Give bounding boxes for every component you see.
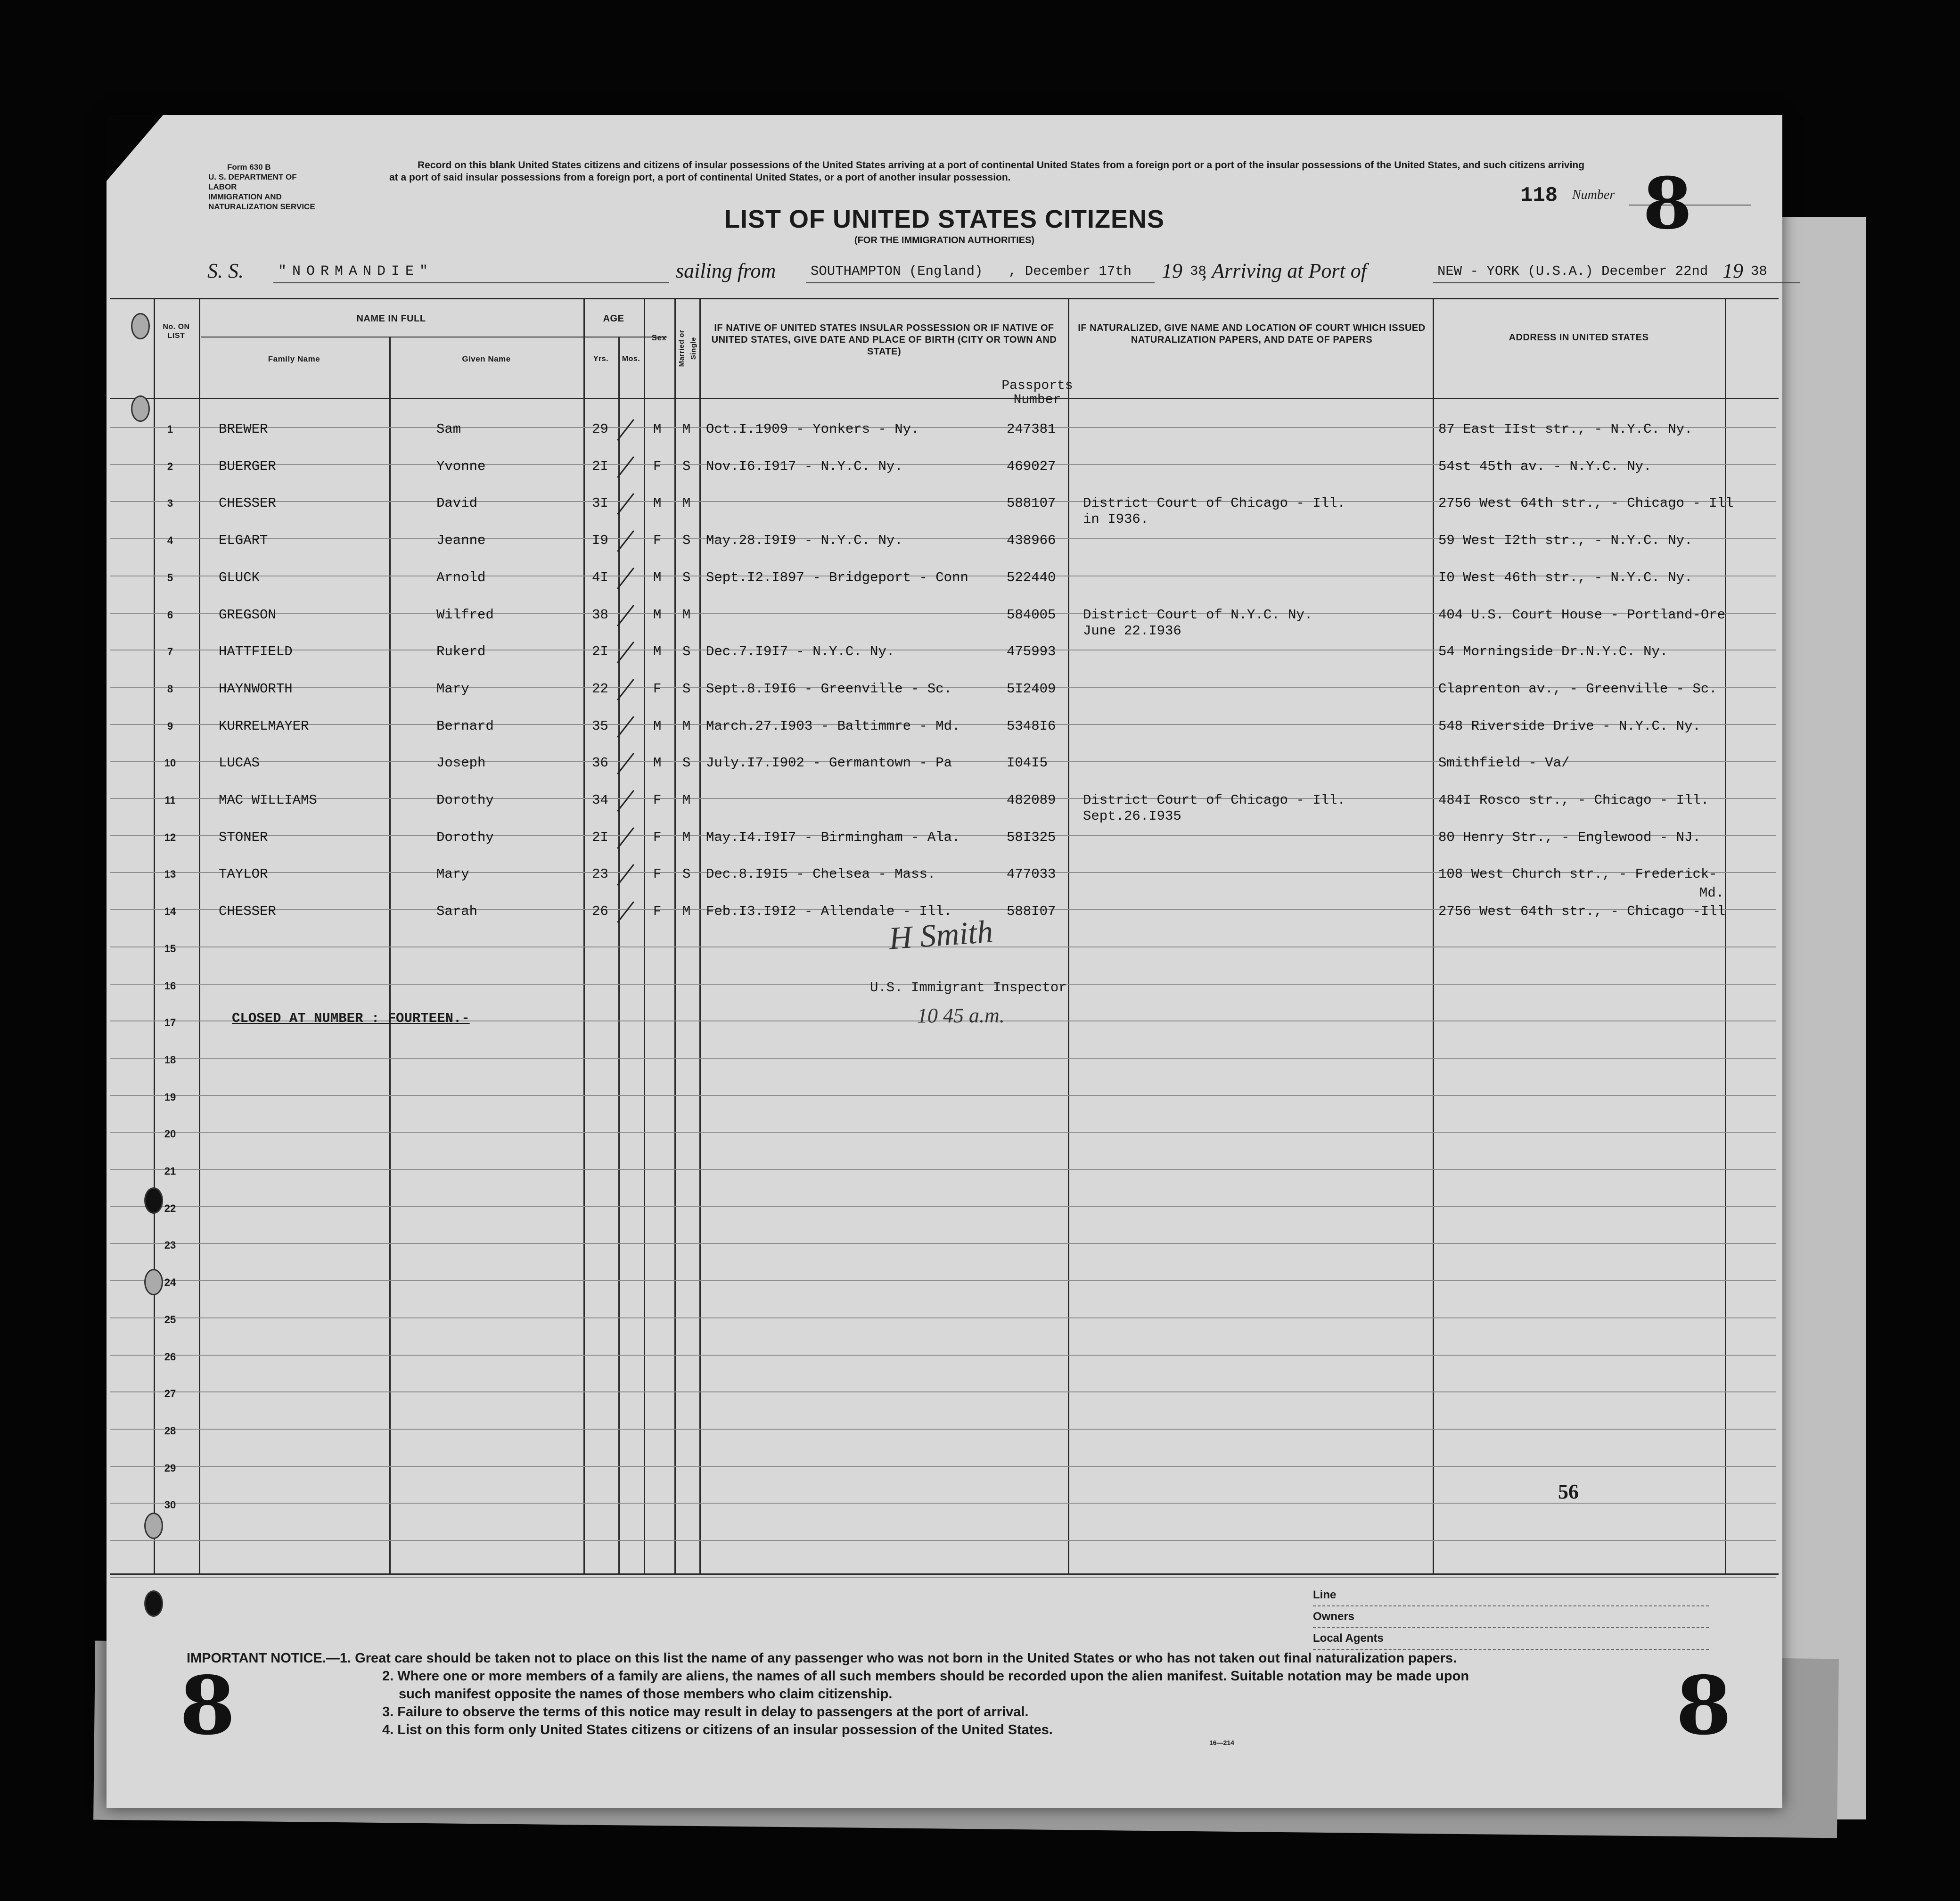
cell-age: 34 [592,792,608,808]
table-bottom-border [110,1573,1779,1575]
header-married-or-single: Married or Single [678,329,697,367]
cell-no: 4 [167,535,173,547]
notice-heading: IMPORTANT NOTICE. [187,1651,326,1666]
cell-family: TAYLOR [219,866,268,882]
cell-ms: S [682,458,691,474]
cell-given: Sam [436,421,461,437]
cell-no: 5 [167,571,173,584]
footer-fields [1313,1585,1709,1650]
folded-corner [107,115,163,181]
cell-given: Dorothy [436,829,494,845]
cell-age: 35 [592,718,608,734]
cell-ms: M [682,421,691,437]
cell-family: CHESSER [219,495,276,511]
notice-item-2b: such manifest opposite the names of those members who claim citizenship. [399,1687,893,1702]
header-address: ADDRESS IN UNITED STATES [1509,332,1649,343]
cell-given: Bernard [436,718,494,734]
ruled-line [110,1317,1776,1318]
cell-passport: 588I07 [1007,904,1056,920]
inspector-title: U.S. Immigrant Inspector [870,980,1067,996]
ruled-line [110,1058,1776,1059]
inspector-signature: H Smith [887,913,994,956]
cell-birth: Oct.I.1909 - Yonkers - Ny. [706,421,919,437]
cell-family: HAYNWORTH [219,681,293,697]
ruled-line [110,1206,1776,1207]
cell-ms: M [682,904,691,920]
ruled-line [110,1540,1776,1541]
empty-row-number: 17 [164,1017,176,1029]
list-number: 8 [1643,162,1692,245]
sailing-from-label: sailing from [676,259,776,282]
header-age: AGE [603,313,624,324]
cell-ms: M [682,607,691,623]
cell-passport: I04I5 [1007,755,1048,771]
ruled-line [110,1577,1776,1578]
cell-no: 9 [167,720,173,732]
cell-no: 10 [164,757,176,769]
cell-birth: May.28.I9I9 - N.Y.C. Ny. [706,533,903,549]
ship-name: "NORMANDIE" [278,263,434,280]
empty-row-number: 27 [164,1388,176,1400]
ruled-line [110,1095,1776,1096]
cell-court-date: in I936. [1083,511,1149,527]
empty-row-number: 15 [164,942,176,955]
empty-row-number: 26 [164,1350,176,1363]
ruled-line [110,1243,1776,1244]
cell-address: 2756 West 64th str., - Chicago -Ill [1438,904,1726,920]
header-yrs: Yrs. [593,355,609,363]
cell-family: KURRELMAYER [219,718,309,734]
cell-age: 22 [592,681,608,697]
cell-family: STONER [219,829,268,845]
cell-sex: F [653,829,662,845]
empty-row-number: 30 [164,1499,176,1511]
binder-hole [131,313,150,339]
cell-given: Sarah [436,904,478,920]
empty-row-number: 20 [164,1128,176,1140]
cell-age: 2I [592,458,608,474]
cell-address: 54st 45th av. - N.Y.C. Ny. [1438,458,1652,474]
cell-ms: S [682,533,691,549]
binder-hole [144,1269,163,1295]
departure-year-prefix: 19 [1162,259,1182,282]
cell-no: 6 [167,609,173,621]
cell-court-date: Sept.26.I935 [1083,808,1181,824]
cell-address-cont: Md. [1699,885,1724,901]
ruled-line [110,1391,1776,1392]
cell-ms: S [682,644,691,660]
cell-family: BREWER [219,421,268,437]
cell-age: 2I [592,829,608,845]
cell-passport: 58I325 [1007,829,1056,845]
cell-court: District Court of Chicago - Ill. [1083,495,1345,511]
header-bottom-border [110,398,1779,399]
cell-sex: M [653,718,662,734]
table-top-border [110,298,1779,299]
cell-birth: Nov.I6.I917 - N.Y.C. Ny. [706,458,903,474]
empty-row-number: 22 [164,1202,176,1214]
cell-birth: May.I4.I9I7 - Birmingham - Ala. [706,829,960,845]
cell-family: BUERGER [219,458,276,474]
ruled-line [110,1169,1776,1170]
list-reference: 118 [1520,184,1558,207]
notice-item-2: 2. Where one or more members of a family are aliens, the names of all such members should be recorded upon the alien manifest. Suitable notation may be made upon [382,1669,1469,1684]
header-birth: IF NATIVE OF UNITED STATES INSULAR POSSESSION OR IF NATIVE OF UNITED STATES, GIVE DATE AND PLACE OF BIRTH (CITY OR TOWN AND STATE) [711,323,1057,357]
page-number: 56 [1558,1480,1579,1503]
cell-address: Smithfield - Va/ [1438,755,1570,771]
cell-birth: Feb.I3.I9I2 - Allendale - Ill. [706,904,952,920]
cell-address: 59 West I2th str., - N.Y.C. Ny. [1438,533,1693,549]
cell-ms: S [682,569,691,585]
cell-age: 38 [592,607,608,623]
number-label: Number [1572,188,1615,202]
cell-ms: M [682,495,691,511]
cell-address: 108 West Church str., - Frederick- [1438,866,1717,882]
voyage-line [207,259,1772,287]
cell-family: HATTFIELD [219,644,293,660]
cell-address: 87 East IIst str., - N.Y.C. Ny. [1438,421,1693,437]
empty-row-number: 29 [164,1462,176,1474]
departure-date: , December 17th [1009,263,1132,279]
binder-hole [131,395,150,422]
cell-ms: S [682,866,691,882]
cell-given: David [436,495,478,511]
cell-sex: F [653,533,662,549]
cell-given: Arnold [436,569,486,585]
print-code: 16—214 [1209,1739,1234,1746]
cell-ms: M [682,792,691,808]
col-divider-no [154,298,155,1573]
notice-item-3: 3. Failure to observe the terms of this notice may result in delay to passengers at the port of arrival. [382,1704,1029,1720]
departure-port: SOUTHAMPTON (England) [811,263,983,279]
cell-no: 13 [164,868,176,881]
header-naturalized: IF NATURALIZED, GIVE NAME AND LOCATION OF COURT WHICH ISSUED NATURALIZATION PAPERS, AND DATE OF PAPERS [1078,323,1426,345]
cell-no: 14 [164,905,176,918]
empty-row-number: 18 [164,1053,176,1066]
cell-family: MAC WILLIAMS [219,792,317,808]
cell-family: ELGART [219,533,268,549]
cell-no: 7 [167,646,173,658]
cell-given: Rukerd [436,644,486,660]
cell-court: District Court of N.Y.C. Ny. [1083,607,1313,623]
cell-passport: 588107 [1007,495,1056,511]
header-sex: Sex [651,333,667,342]
cell-birth: Dec.7.I9I7 - N.Y.C. Ny. [706,644,895,660]
cell-family: CHESSER [219,904,276,920]
department-name: U. S. DEPARTMENT OF LABOR [208,173,297,191]
ruled-line [110,1132,1776,1133]
cell-passport: 482089 [1007,792,1056,808]
arrival-port: NEW - YORK (U.S.A.) December 22nd [1437,263,1708,279]
binder-hole [144,1590,163,1617]
cell-no: 8 [167,683,173,695]
cell-age: 29 [592,421,608,437]
cell-sex: M [653,495,662,511]
departure-year: 38 [1190,263,1206,279]
cell-given: Mary [436,866,469,882]
header-name-in-full: NAME IN FULL [356,313,426,324]
cell-passport: 469027 [1007,458,1056,474]
cell-passport: 438966 [1007,533,1056,549]
local-agents-field: Local Agents [1313,1628,1709,1650]
cell-age: 23 [592,866,608,882]
binder-hole [144,1513,163,1539]
cell-no: 12 [164,831,176,843]
cell-family: GLUCK [219,569,260,585]
cell-ms: M [682,718,691,734]
cell-ms: M [682,829,691,845]
cell-passport: 475993 [1007,644,1056,660]
cell-sex: M [653,644,662,660]
cell-given: Mary [436,681,469,697]
line-field: Line [1313,1585,1709,1606]
cell-sex: M [653,421,662,437]
cell-ms: S [682,755,691,771]
cell-no: 2 [167,460,173,472]
cell-passport: 5348I6 [1007,718,1056,734]
ruled-line [110,1280,1776,1281]
cell-passport: 5I2409 [1007,681,1056,697]
cell-sex: M [653,569,662,585]
cell-address: 80 Henry Str., - Englewood - NJ. [1438,829,1701,845]
header-given-name: Given Name [462,354,511,363]
arrival-year: 38 [1751,263,1767,279]
cell-birth: Sept.I2.I897 - Bridgeport - Conn [706,569,968,585]
empty-row-number: 28 [164,1424,176,1437]
cell-family: LUCAS [219,755,260,771]
service-name: IMMIGRATION AND NATURALIZATION SERVICE [208,192,315,211]
manifest-page [107,115,1782,1808]
empty-row-number: 23 [164,1239,176,1251]
cell-address: I0 West 46th str., - N.Y.C. Ny. [1438,569,1693,585]
cell-birth: Sept.8.I9I6 - Greenville - Sc. [706,681,952,697]
cell-address: 404 U.S. Court House - Portland-Ore [1438,607,1726,623]
passports-number-caption: Passports Number [1001,379,1073,407]
closed-at-number: CLOSED AT NUMBER : FOURTEEN.- [232,1011,470,1026]
binder-hole [144,1187,163,1214]
arriving-label: , Arriving at Port of [1202,259,1367,282]
cell-given: Joseph [436,755,486,771]
cell-given: Dorothy [436,792,494,808]
ruled-line [110,1429,1776,1430]
cell-birth: July.I7.I902 - Germantown - Pa [706,755,952,771]
empty-row-number: 16 [164,979,176,992]
cell-passport: 584005 [1007,607,1056,623]
cell-address: 54 Morningside Dr.N.Y.C. Ny. [1438,644,1668,660]
cell-passport: 522440 [1007,569,1056,585]
header-mos: Mos. [622,355,640,363]
notice-item-4: 4. List on this form only United States citizens or citizens of an insular possession of the United States. [382,1722,1053,1737]
cell-passport: 247381 [1007,421,1056,437]
cell-birth: March.27.I903 - Baltimmre - Md. [706,718,960,734]
page-title: LIST OF UNITED STATES CITIZENS [724,205,1165,233]
ruled-line [110,1466,1776,1467]
cell-age: 26 [592,904,608,920]
form-instructions: Record on this blank United States citizens and citizens of insular possessions of the United States arriving at a port of continental United States from a foreign port or a port of the insular possessions of the United States, and such citizens arriving at a port of said insular possessions from a foreign port, a port of continental United States, or a port of another insular possession. [389,160,1585,183]
closing-time: 10 45 a.m. [917,1004,1005,1027]
empty-row-number: 19 [164,1091,176,1103]
page-subtitle: (FOR THE IMMIGRATION AUTHORITIES) [854,235,1035,246]
cell-birth: Dec.8.I9I5 - Chelsea - Mass. [706,866,936,882]
cell-address: 484I Rosco str., - Chicago - Ill. [1438,792,1709,808]
corner-number-left: 8 [180,1659,236,1753]
cell-sex: F [653,866,662,882]
cell-age: 36 [592,755,608,771]
cell-age: 4I [592,569,608,585]
cell-address: 548 Riverside Drive - N.Y.C. Ny. [1438,718,1701,734]
cell-passport: 477033 [1007,866,1056,882]
header-no-on-list: No. ON LIST [163,323,190,340]
cell-sex: F [653,904,662,920]
ss-label: S. S. [207,259,244,282]
cell-ms: S [682,681,691,697]
empty-row-number: 21 [164,1165,176,1177]
cell-address: 2756 West 64th str., - Chicago - Ill [1438,495,1734,511]
arrival-year-prefix: 19 [1722,259,1743,282]
empty-row-number: 24 [164,1276,176,1289]
cell-sex: M [653,755,662,771]
cell-given: Wilfred [436,607,494,623]
cell-no: 1 [167,423,173,435]
corner-number-right: 8 [1676,1659,1732,1753]
cell-family: GREGSON [219,607,276,623]
header-family-name: Family Name [268,354,320,363]
cell-no: 11 [164,794,176,806]
cell-given: Jeanne [436,533,486,549]
cell-given: Yvonne [436,458,486,474]
ruled-line [110,1503,1776,1504]
cell-age: 3I [592,495,608,511]
cell-court: District Court of Chicago - Ill. [1083,792,1345,808]
cell-court-date: June 22.I936 [1083,623,1181,639]
cell-address: Claprenton av., - Greenville - Sc. [1438,681,1717,697]
owners-field: Owners [1313,1606,1709,1628]
ruled-line [110,1355,1776,1356]
form-number: Form 630 B [227,163,271,172]
cell-sex: F [653,681,662,697]
important-notice [187,1649,1718,1739]
cell-age: I9 [592,533,608,549]
empty-row-number: 25 [164,1313,176,1325]
notice-item-1: —1. Great care should be taken not to place on this list the name of any passenger who was not born in the United States or who has not taken out final naturalization papers. [326,1651,1457,1666]
cell-age: 2I [592,644,608,660]
cell-sex: F [653,792,662,808]
cell-sex: F [653,458,662,474]
cell-sex: M [653,607,662,623]
cell-no: 3 [167,497,173,510]
